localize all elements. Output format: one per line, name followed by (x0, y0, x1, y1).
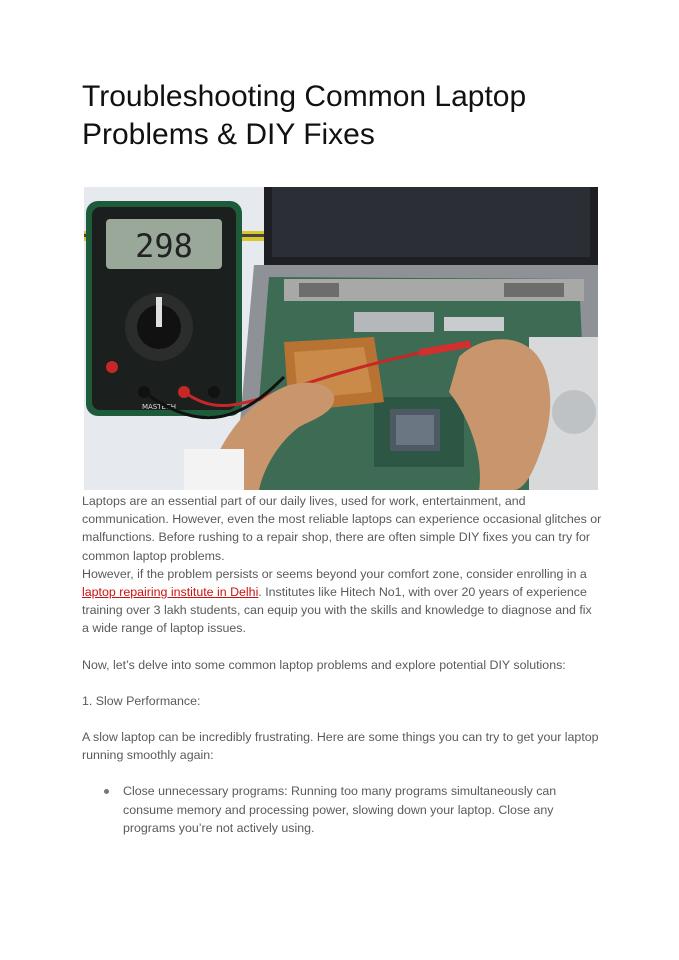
laptop-repair-photo (84, 187, 598, 490)
article-title (82, 78, 622, 154)
institute-text-after: . Institutes like Hitech No1, with over 20 years of experience training over 3 lakh students, can equip you with the skills and knowledge to diagnose and fix a wide range of laptop issues. (82, 585, 592, 636)
institute-paragraph (82, 565, 602, 638)
bullet-item: Close unnecessary programs: Running too many programs simultaneously can consume memory and processing power, slowing down your laptop. Close any programs you’re not actively using. (82, 782, 602, 837)
section-1-bullet-list (82, 782, 602, 837)
meter-brand: MASTECH (141, 403, 177, 411)
title-line-1: Troubleshooting Common Laptop (82, 80, 527, 113)
section-1-intro: A slow laptop can be incredibly frustrating. Here are some things you can try to get your laptop running smoothly again: (82, 730, 599, 763)
intro-paragraph: Laptops are an essential part of our daily lives, used for work, entertainment, and communication. However, even the most reliable laptops can experience occasional glitches or malfunctions. Before rushing to a repair shop, there are often simple DIY fixes you can try for common laptop problems. (82, 494, 602, 563)
delve-paragraph: Now, let’s delve into some common laptop problems and explore potential DIY solutions: (82, 657, 566, 672)
title-line-2: Problems & DIY Fixes (82, 118, 375, 151)
hero-image (84, 187, 598, 490)
section-1-heading: 1. Slow Performance: (82, 693, 201, 708)
institute-link[interactable]: laptop repairing institute in Delhi (82, 585, 259, 600)
meter-reading: 298 (135, 227, 193, 265)
article-body (82, 492, 602, 837)
institute-text-before: However, if the problem persists or seems beyond your comfort zone, consider enrolling in a (82, 566, 587, 581)
